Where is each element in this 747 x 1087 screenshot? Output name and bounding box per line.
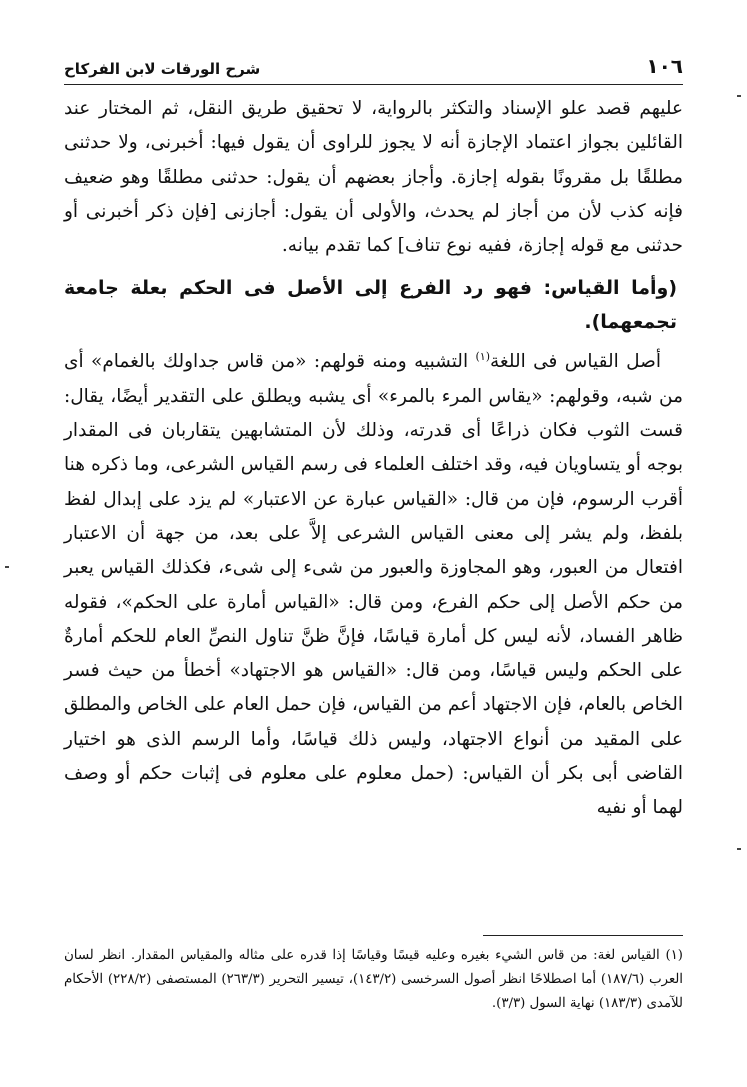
footnote-reference[interactable]: (١) (475, 350, 490, 364)
margin-mark (737, 848, 741, 850)
margin-mark (5, 566, 9, 568)
paragraph-ijaza: عليهم قصد علو الإسناد والتكثر بالرواية، لا تحقيق طريق النقل، ثم المختار عند القائلين بجواز اعتماد الإجازة أنه لا يجوز للراوى أن يقول فيها: أخبرنى، ولا حدثنى مطلقًا بل مقرونًا بقوله إجازة. وأجاز بعضهم أن يقول: حدثنى مطلقًا وهو ضعيف فإنه كذب لأن من أجاز لم يحدث، والأولى أن يقول: أجازنى [فإن ذكر أخبرنى أو حدثنى مع قوله إجازة، ففيه نوع تناف] كما تقدم بيانه. (64, 98, 683, 257)
running-title: شرح الورقات لابن الفركاح (64, 60, 261, 78)
page-header (64, 48, 683, 85)
page-number: ١٠٦ (646, 54, 683, 78)
main-text (64, 92, 683, 826)
paragraph-qiyas-start: أصل القياس فى اللغة (490, 351, 661, 373)
paragraph-qiyas (64, 345, 683, 825)
paragraph-qiyas-rest: التشبيه ومنه قولهم: «من قاس جداولك بالغمام» أى من شبه، وقولهم: «يقاس المرء بالمرء» أى يشبه ويطلق على التقدير أيضًا، يقال: قست الثوب فكان ذراعًا أى قدرته، وذلك لأن المتشابهين يتقاربان فى المقدار بوجه أو يتساويان فيه، وقد اختلف العلماء فى رسم القياس الشرعى، وما ذكره هنا أقرب الرسوم، فإن من قال: «القياس عبارة عن الاعتبار» لم يزد على إبدال لفظ بلفظ، ولم يشر إلى معنى القياس الشرعى إلاَّ على بعد، من جهة أن الاعتبار افتعال من العبور، وهو المجاوزة والعبور من شىء إلى شىء، فكذلك القياس يعبر من حكم الأصل إلى حكم الفرع، ومن قال: «القياس أمارة على الحكم»، فقوله ظاهر الفساد، لأنه ليس كل أمارة قياسًا، فإنَّ ظنَّ تناول النصِّ العام للحكم أمارةٌ على الحكم وليس قياسًا، ومن قال: «القياس هو الاجتهاد» أخطأ من حيث فسر الخاص بالعام، فإن الاجتهاد أعم من القياس، فإن حمل العام على الخاص والمطلق على المقيد من أنواع الاجتهاد، وليس ذلك قياسًا، وأما الرسم الذى هو اختيار القاضى أبى بكر أن القياس: (حمل معلوم على معلوم فى إثبات حكم أو وصف لهما أو نفيه (64, 351, 683, 819)
section-heading-qiyas: (وأما القياس: فهو رد الفرع إلى الأصل فى الحكم بعلة جامعة تجمعهما). (64, 277, 677, 334)
margin-mark (737, 95, 741, 97)
footnote-divider (483, 935, 683, 936)
footnote: (١) القياس لغة: من قاس الشيء بغيره وعليه قيسًا وقياسًا إذا قدره على مثاله والمقياس المقدار. انظر لسان العرب (١٨٧/٦) أما اصطلاحًا انظر أصول السرخسى (١٤٣/٢)، تيسير التحرير (٢٦٣/٣) المستصفى (٢٢٨/٢) الأحكام للآمدى (١٨٣/٣) نهاية السول (٣/٣). (64, 948, 683, 1011)
